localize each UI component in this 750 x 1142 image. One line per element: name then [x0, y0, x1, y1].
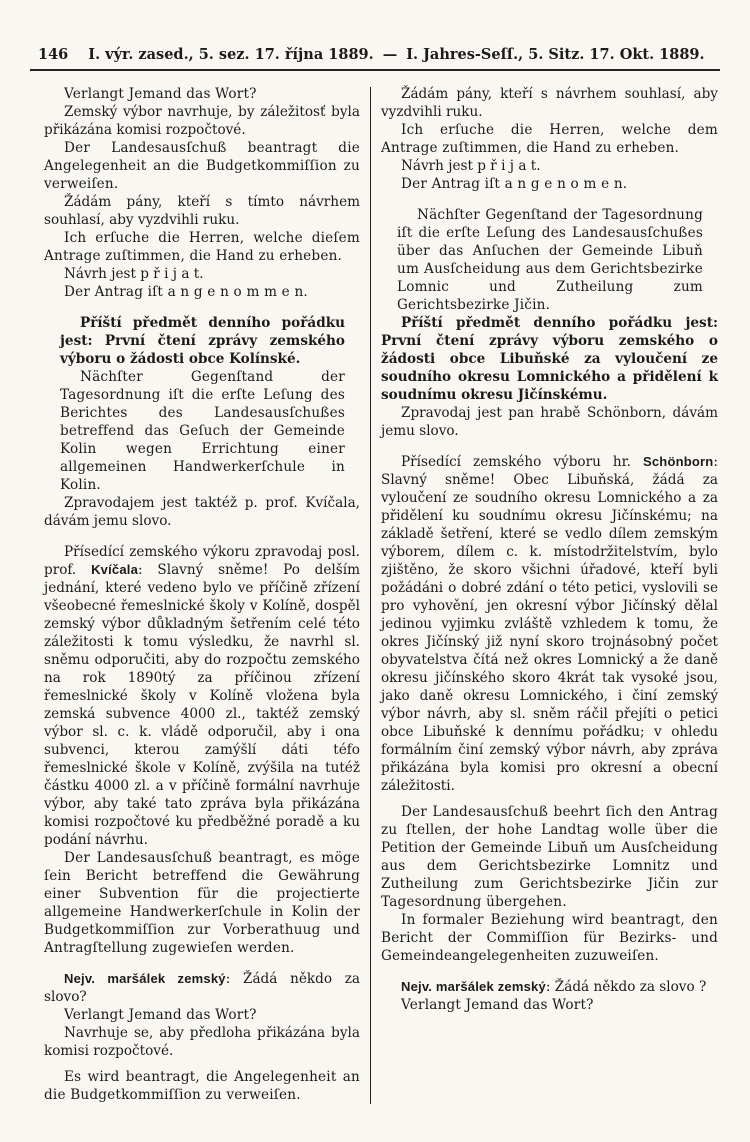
paragraph — [44, 1068, 360, 1104]
paragraph — [381, 206, 718, 314]
paragraph — [44, 849, 360, 957]
text-run: Ich erſuche die Herren, welche dieſem Antrage zuſtimmen, die Hand zu erheben. — [44, 230, 360, 264]
text-run: Zpravodajem jest taktéž p. prof. Kvíčala, dávám jemu slovo. — [44, 495, 360, 529]
paragraph — [44, 970, 360, 1006]
paragraph — [381, 996, 718, 1014]
paragraph — [44, 103, 360, 139]
text-run: : Slavný sněme! Po delším jednání, které vedeno bylo ve příčině zřízení všeobecné řemeslnické školy v Kolíně, dospěl zemský výbor důkladným šetřením celé této záležitosti k tomu výsledku, že navrhl sl. sněmu odporučiti, aby do rozpočtu zemského na rok 1890tý za příčinou zřízení řemeslnické školy v Kolíně vložena byla zemská subvence 4000 zl., taktéž zemský výbor sl. c. k. vládě odporučil, aby i ona subvenci, kterou zamýšlí dáti téfo řemeslnické škole v Kolíně, zvýšila na tutéž částku 4000 zl. a v příčině formální navrhuje výbor, aby také tato zpráva byla přikázána komisi rozpočtové ku předběžné poradě a ku podání návrhu. — [44, 562, 360, 848]
paragraph — [44, 193, 360, 229]
page-header — [0, 0, 750, 63]
paragraph — [44, 283, 360, 301]
text-run: Der Landesausſchuß beantragt die Angelegenheit an die Budgetkommiſſion zu verweiſen. — [44, 140, 360, 192]
text-run: Nächſter Gegenſtand der Tagesordnung iſt die erſte Leſung des Berichtes des Landesausſchußes betreffend das Geſuch der Gemeinde Kolin wegen Errichtung einer allgemeinen Handwerkerſchule in Kolin. — [60, 369, 345, 493]
paragraph — [381, 404, 718, 440]
text-run: Návrh jest p ř i j a t. — [401, 158, 541, 174]
text-run: Příští předmět denního pořádku jest: První čtení zprávy výboru zemského o žádosti obce Libuňské za vyloučení ze soudního okresu Lomnického a přidělení k soudnímu okresu Jičínskému. — [381, 315, 718, 403]
paragraph — [381, 803, 718, 911]
text-run: Přísedící zemského výboru hr. — [401, 454, 643, 470]
text-run: Verlangt Jemand das Wort? — [401, 997, 594, 1013]
text-run: In formaler Beziehung wird beantragt, den Bericht der Commiſſion für Bezirks- und Gemeindeangelegenheiten zuzuweiſen. — [381, 912, 718, 964]
page-number: 146 — [38, 46, 69, 63]
paragraph — [44, 1006, 360, 1024]
header-rule — [30, 69, 720, 71]
text-run: Žádám pány, kteří s návrhem souhlasí, aby vyzdvihli ruku. — [381, 86, 718, 120]
text-run: Příští předmět denního pořádku jest: První čtení zprávy zemského výboru o žádosti obce Kolínské. — [60, 315, 345, 367]
text-run: Žádám pány, kteří s tímto návrhem souhlasí, aby vyzdvihli ruku. — [44, 194, 360, 228]
speaker-name: Schönborn — [643, 454, 714, 469]
paragraph — [381, 121, 718, 157]
speaker-name: Kvíčala — [91, 562, 139, 577]
paragraph — [44, 229, 360, 265]
paragraph — [381, 453, 718, 795]
paragraph — [44, 494, 360, 530]
agenda-heading-paragraph — [44, 314, 360, 368]
text-run: Navrhuje se, aby předloha přikázána byla komisi rozpočtové. — [44, 1025, 360, 1059]
paragraph — [381, 911, 718, 965]
paragraph — [381, 85, 718, 121]
text-run: Přísedící zemského výkoru zpravodaj posl. prof. — [44, 544, 360, 578]
paragraph — [381, 175, 718, 193]
text-run: : Slavný sněme! Obec Libuňská, žádá za vyloučení ze soudního okresu Lomnického a za přidělení ku soudnímu okresu Jičínskému; na základě šetření, které se vedlo dílem zemským výborem, dílem c. k. místodržitelstvím, bylo zjištěno, že skoro všichni úřadové, kteří byli požádáni o dobré zdání o této petici, vyslovili se pro vyhovění, jen okresní výbor Jičínský dělal jedinou vyjimku zvláště vzhledem k tomu, že okres Jičínský již nyní skoro trojnásobný počet obyvatelstva čítá než okres Lomnický a že daně okresu jičínského skoro 4krát tak vysoké jsou, jako daně okresu Lomnického, i činí zemský výbor návrh, aby sl. sněm ráčil přejíti o petici obce Libuňské k dennímu pořádku; v ohledu formálním činí zemský výbor návrh, aby zpráva přikázána byla komisi pro okresní a obecní záležitosti. — [381, 454, 718, 794]
text-run: Der Landesausſchuß beehrt ſich den Antrag zu ſtellen, der hohe Landtag wolle über die Petition der Gemeinde Libuň um Ausſcheidung aus dem Gerichtsbezirke Lomnitz und Zutheilung zum Gerichtsbezirke Jičin zur Tagesordnung übergehen. — [381, 804, 718, 910]
header-session-czech: I. výr. zased., 5. sez. 17. října 1889. — [88, 46, 374, 63]
text-run: Der Antrag iſt a n g e n o m m e n. — [64, 284, 308, 300]
header-dash: — — [382, 46, 398, 63]
paragraph — [44, 1024, 360, 1060]
left-column — [44, 85, 360, 1104]
paragraph — [381, 157, 718, 175]
agenda-heading-paragraph — [381, 314, 718, 404]
column-divider — [370, 87, 371, 1104]
text-run: Verlangt Jemand das Wort? — [64, 86, 257, 102]
right-column — [381, 85, 718, 1104]
text-run: Nächſter Gegenſtand der Tagesordnung iſt die erſte Leſung des Landesausſchußes über das Anſuchen der Gemeinde Libuň um Ausſcheidung aus dem Gerichtsbezirke Lomnic und Zutheilung zum Gerichtsbezirke Jičin. — [397, 207, 703, 313]
text-run: Zemský výbor navrhuje, by záležitosť byla přikázána komisi rozpočtové. — [44, 104, 360, 138]
paragraph — [44, 85, 360, 103]
text-run: Es wird beantragt, die Angelegenheit an die Budgetkommiſſion zu verweiſen. — [44, 1069, 360, 1103]
paragraph — [44, 368, 360, 494]
paragraph — [44, 139, 360, 193]
text-run: Návrh jest p ř i j a t. — [64, 266, 204, 282]
two-column-text — [44, 85, 718, 1104]
header-session-german: I. Jahres-Seſſ., 5. Sitz. 17. Okt. 1889. — [406, 46, 705, 63]
paragraph — [44, 265, 360, 283]
text-run: Der Antrag iſt a n g e n o m e n. — [401, 176, 628, 192]
speaker-name: Nejv. maršálek zemský — [401, 979, 546, 994]
text-run: : Žádá někdo za slovo ? — [545, 979, 707, 995]
paragraph — [44, 543, 360, 849]
text-run: Ich erſuche die Herren, welche dem Antrage zuſtimmen, die Hand zu erheben. — [381, 122, 718, 156]
text-run: : Žádá někdo za slovo? — [44, 971, 361, 1005]
text-run: Zpravodaj jest pan hrabě Schönborn, dávám jemu slovo. — [381, 405, 718, 439]
speaker-name: Nejv. maršálek zemský — [64, 971, 226, 986]
paragraph — [381, 978, 718, 996]
text-run: Verlangt Jemand das Wort? — [64, 1007, 257, 1023]
text-run: Der Landesausſchuß beantragt, es möge ſein Bericht betreffend die Gewährung einer Subvention für die projectierte allgemeine Handwerkerſchule in Kolin der Budgetkommiſſion zur Vorberathuug und Antragſtellung zugewieſen werden. — [44, 850, 360, 956]
